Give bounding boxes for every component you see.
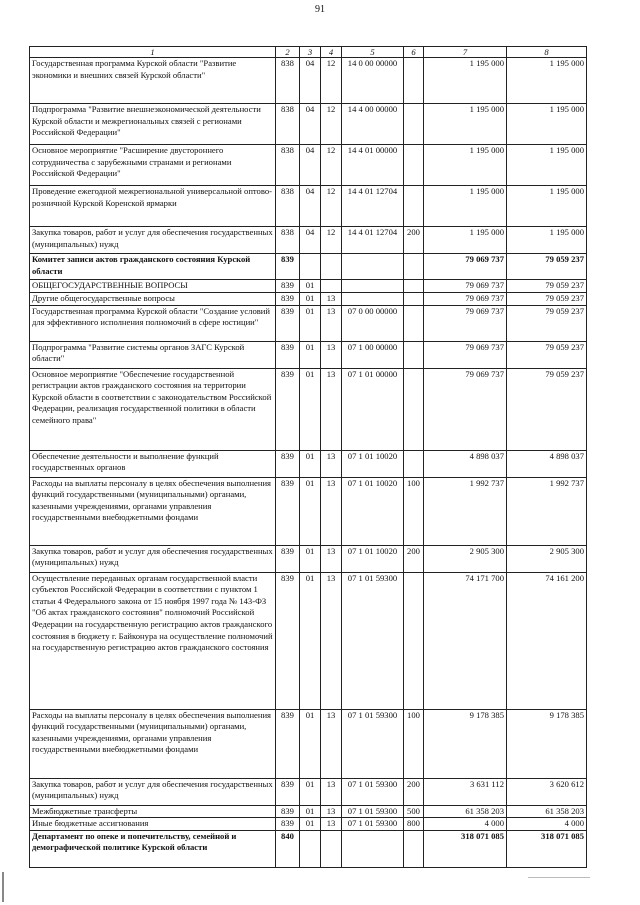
item-name-cell: Подпрограмма "Развитие системы органов ЗАГС Курской области" [30,341,276,368]
section-code-cell: 04 [300,145,321,186]
section-code-cell: 01 [300,450,321,477]
target-article-cell [342,830,404,867]
item-name-cell: Другие общегосударственные вопросы [30,293,276,306]
amount-year2-cell: 1 195 000 [507,145,587,186]
amount-year1-cell: 9 178 385 [424,709,507,778]
item-name-cell: Государственная программа Курской области "Развитие экономики и внешних связей Курской области" [30,58,276,104]
edge-mark [2,872,4,902]
amount-year1-cell: 4 898 037 [424,450,507,477]
item-name-cell: Расходы на выплаты персоналу в целях обеспечения выполнения функций государственными (муниципальными) органами, казенными учреждениями, органами управления государственными внебюджетными фондами [30,709,276,778]
target-article-cell [342,293,404,306]
scan-mark [528,877,590,878]
target-article-cell: 14 4 00 00000 [342,104,404,145]
amount-year2-cell: 1 195 000 [507,186,587,227]
column-header: 6 [404,47,424,58]
subsection-code-cell: 13 [321,572,342,709]
amount-year2-cell: 1 195 000 [507,104,587,145]
expense-type-cell [404,186,424,227]
item-name-cell: ОБЩЕГОСУДАРСТВЕННЫЕ ВОПРОСЫ [30,280,276,293]
subsection-code-cell: 13 [321,293,342,306]
column-header: 3 [300,47,321,58]
section-code-cell: 01 [300,572,321,709]
table-row [30,280,587,293]
table-row [30,58,587,104]
amount-year2-cell: 1 195 000 [507,58,587,104]
subsection-code-cell: 13 [321,368,342,450]
amount-year1-cell: 1 195 000 [424,186,507,227]
subsection-code-cell: 12 [321,104,342,145]
ministry-code-cell: 839 [276,572,300,709]
expense-type-cell [404,450,424,477]
item-name-cell: Закупка товаров, работ и услуг для обеспечения государственных (муниципальных) нужд [30,545,276,572]
ministry-code-cell: 839 [276,818,300,831]
amount-year2-cell: 61 358 203 [507,805,587,818]
expense-type-cell: 200 [404,545,424,572]
subsection-code-cell: 13 [321,305,342,341]
section-code-cell: 04 [300,58,321,104]
amount-year1-cell: 74 171 700 [424,572,507,709]
expense-type-cell: 100 [404,477,424,545]
section-code-cell: 01 [300,778,321,805]
amount-year2-cell: 318 071 085 [507,830,587,867]
amount-year2-cell: 79 059 237 [507,368,587,450]
subsection-code-cell: 12 [321,227,342,254]
expense-type-cell: 100 [404,709,424,778]
target-article-cell: 14 4 01 00000 [342,145,404,186]
column-header: 7 [424,47,507,58]
subsection-code-cell: 13 [321,818,342,831]
expense-type-cell [404,368,424,450]
section-code-cell: 01 [300,818,321,831]
section-code-cell: 04 [300,227,321,254]
target-article-cell: 14 0 00 00000 [342,58,404,104]
expense-type-cell [404,572,424,709]
section-code-cell: 01 [300,545,321,572]
table-row [30,830,587,867]
expense-type-cell: 200 [404,778,424,805]
table-row [30,778,587,805]
expense-type-cell [404,341,424,368]
section-code-cell: 01 [300,805,321,818]
subsection-code-cell [321,830,342,867]
amount-year1-cell: 79 069 737 [424,293,507,306]
item-name-cell: Государственная программа Курской области "Создание условий для эффективного исполнения полномочий в сфере юстиции" [30,305,276,341]
table-row [30,104,587,145]
ministry-code-cell: 840 [276,830,300,867]
amount-year2-cell: 4 898 037 [507,450,587,477]
ministry-code-cell: 839 [276,341,300,368]
section-code-cell: 01 [300,293,321,306]
table-row [30,254,587,280]
amount-year2-cell: 79 059 237 [507,280,587,293]
amount-year2-cell: 79 059 237 [507,254,587,280]
ministry-code-cell: 838 [276,145,300,186]
amount-year1-cell: 79 069 737 [424,305,507,341]
ministry-code-cell: 838 [276,58,300,104]
table-row [30,477,587,545]
amount-year2-cell: 9 178 385 [507,709,587,778]
amount-year2-cell: 79 059 237 [507,341,587,368]
amount-year2-cell: 1 195 000 [507,227,587,254]
table-row [30,227,587,254]
ministry-code-cell: 839 [276,450,300,477]
ministry-code-cell: 839 [276,477,300,545]
section-code-cell: 01 [300,341,321,368]
ministry-code-cell: 839 [276,280,300,293]
ministry-code-cell: 839 [276,709,300,778]
item-name-cell: Комитет записи актов гражданского состояния Курской области [30,254,276,280]
expense-type-cell [404,145,424,186]
amount-year1-cell: 4 000 [424,818,507,831]
item-name-cell: Осуществление переданных органам государственной власти субъектов Российской Федерации в соответствии с пунктом 1 статьи 4 Федерального закона от 15 ноября 1997 года № 143-ФЗ "Об актах гражданского состояния" полномочий Российской Федерации на государственную регистрацию актов гражданского состояния в бюджету г. Байконура на осуществление полномочий на государственную регистрацию актов гражданского состояния [30,572,276,709]
target-article-cell: 07 1 01 59300 [342,805,404,818]
amount-year1-cell: 1 195 000 [424,104,507,145]
column-header: 2 [276,47,300,58]
amount-year2-cell: 2 905 300 [507,545,587,572]
subsection-code-cell: 13 [321,450,342,477]
ministry-code-cell: 839 [276,778,300,805]
table-row [30,145,587,186]
item-name-cell: Закупка товаров, работ и услуг для обеспечения государственных (муниципальных) нужд [30,227,276,254]
amount-year1-cell: 79 069 737 [424,280,507,293]
subsection-code-cell: 13 [321,709,342,778]
subsection-code-cell: 13 [321,477,342,545]
expense-type-cell [404,254,424,280]
table-row [30,186,587,227]
table-row [30,545,587,572]
expense-type-cell [404,104,424,145]
section-code-cell: 04 [300,104,321,145]
target-article-cell [342,254,404,280]
amount-year1-cell: 79 069 737 [424,341,507,368]
amount-year2-cell: 79 059 237 [507,293,587,306]
amount-year2-cell: 3 620 612 [507,778,587,805]
amount-year2-cell: 1 992 737 [507,477,587,545]
column-header: 1 [30,47,276,58]
column-header: 4 [321,47,342,58]
table-row [30,450,587,477]
target-article-cell: 07 0 00 00000 [342,305,404,341]
expense-type-cell [404,293,424,306]
subsection-code-cell: 13 [321,778,342,805]
target-article-cell: 07 1 01 10020 [342,545,404,572]
target-article-cell: 14 4 01 12704 [342,227,404,254]
column-header: 8 [507,47,587,58]
amount-year1-cell: 2 905 300 [424,545,507,572]
ministry-code-cell: 839 [276,305,300,341]
item-name-cell: Проведение ежегодной межрегиональной универсальной оптово-розничной Курской Коренской ярмарки [30,186,276,227]
ministry-code-cell: 839 [276,805,300,818]
table-row [30,341,587,368]
amount-year2-cell: 79 059 237 [507,305,587,341]
amount-year2-cell: 74 161 200 [507,572,587,709]
amount-year1-cell: 1 992 737 [424,477,507,545]
ministry-code-cell: 839 [276,254,300,280]
subsection-code-cell: 12 [321,186,342,227]
subsection-code-cell: 12 [321,145,342,186]
amount-year1-cell: 318 071 085 [424,830,507,867]
ministry-code-cell: 838 [276,227,300,254]
item-name-cell: Подпрограмма "Развитие внешнеэкономической деятельности Курской области и межрегиональных связей с регионами Российской Федерации" [30,104,276,145]
ministry-code-cell: 839 [276,293,300,306]
table-row [30,305,587,341]
target-article-cell: 07 1 01 10020 [342,450,404,477]
expense-type-cell [404,280,424,293]
subsection-code-cell: 13 [321,545,342,572]
section-code-cell: 01 [300,368,321,450]
table-row [30,572,587,709]
table-row [30,368,587,450]
item-name-cell: Обеспечение деятельности и выполнение функций государственных органов [30,450,276,477]
section-code-cell: 01 [300,709,321,778]
ministry-code-cell: 839 [276,545,300,572]
section-code-cell [300,254,321,280]
section-code-cell [300,830,321,867]
item-name-cell: Иные бюджетные ассигнования [30,818,276,831]
expense-type-cell [404,305,424,341]
item-name-cell: Межбюджетные трансферты [30,805,276,818]
section-code-cell: 01 [300,305,321,341]
target-article-cell: 07 1 01 59300 [342,709,404,778]
section-code-cell: 04 [300,186,321,227]
ministry-code-cell: 838 [276,186,300,227]
subsection-code-cell: 13 [321,805,342,818]
target-article-cell: 07 1 00 00000 [342,341,404,368]
target-article-cell: 07 1 01 59300 [342,778,404,805]
column-header: 5 [342,47,404,58]
expense-type-cell: 800 [404,818,424,831]
table-row [30,805,587,818]
item-name-cell: Основное мероприятие "Обеспечение государственной регистрации актов гражданского состояния на территории Курской области в соответствии с законодательством Российской Федерации, реализация государственной политики в области семейного права" [30,368,276,450]
subsection-code-cell: 12 [321,58,342,104]
amount-year1-cell: 1 195 000 [424,227,507,254]
subsection-code-cell [321,280,342,293]
target-article-cell: 07 1 01 10020 [342,477,404,545]
header-row [30,47,587,58]
expense-type-cell: 500 [404,805,424,818]
budget-table [29,46,587,868]
expense-type-cell [404,58,424,104]
item-name-cell: Закупка товаров, работ и услуг для обеспечения государственных (муниципальных) нужд [30,778,276,805]
expense-type-cell: 200 [404,227,424,254]
target-article-cell: 07 1 01 59300 [342,818,404,831]
table-row [30,293,587,306]
target-article-cell [342,280,404,293]
expense-type-cell [404,830,424,867]
subsection-code-cell [321,254,342,280]
section-code-cell: 01 [300,280,321,293]
subsection-code-cell: 13 [321,341,342,368]
page-number: 91 [315,4,325,15]
amount-year1-cell: 79 069 737 [424,254,507,280]
table-row [30,709,587,778]
amount-year1-cell: 3 631 112 [424,778,507,805]
amount-year1-cell: 1 195 000 [424,58,507,104]
table-body [30,58,587,868]
section-code-cell: 01 [300,477,321,545]
amount-year1-cell: 1 195 000 [424,145,507,186]
target-article-cell: 14 4 01 12704 [342,186,404,227]
table-row [30,818,587,831]
target-article-cell: 07 1 01 00000 [342,368,404,450]
amount-year1-cell: 61 358 203 [424,805,507,818]
amount-year2-cell: 4 000 [507,818,587,831]
target-article-cell: 07 1 01 59300 [342,572,404,709]
item-name-cell: Департамент по опеке и попечительству, семейной и демографической политике Курской области [30,830,276,867]
amount-year1-cell: 79 069 737 [424,368,507,450]
item-name-cell: Расходы на выплаты персоналу в целях обеспечения выполнения функций государственными (муниципальными) органами, казенными учреждениями, органами управления государственными внебюджетными фондами [30,477,276,545]
ministry-code-cell: 839 [276,368,300,450]
ministry-code-cell: 838 [276,104,300,145]
item-name-cell: Основное мероприятие "Расширение двустороннего сотрудничества с зарубежными странами и регионами Российской Федерации" [30,145,276,186]
